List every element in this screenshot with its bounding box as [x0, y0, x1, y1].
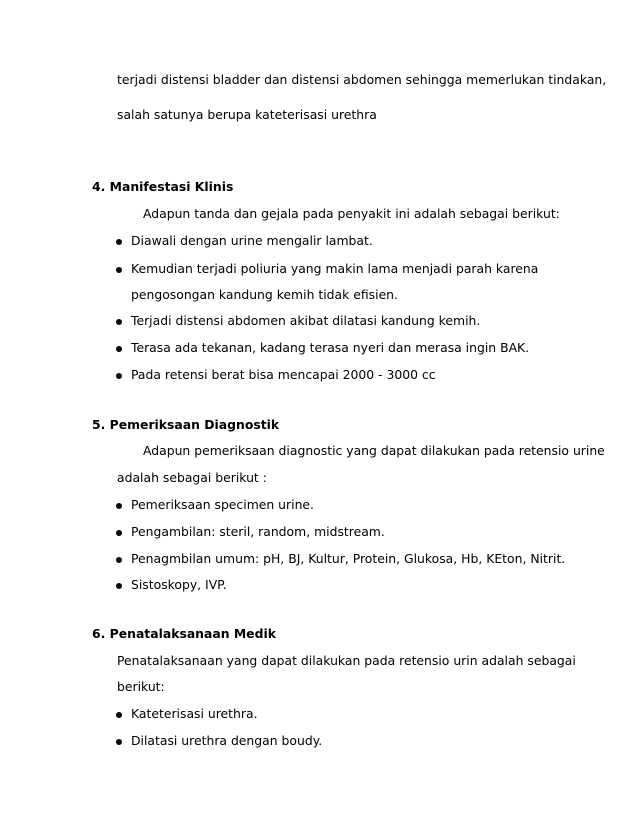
section-5-intro-1: Adapun pemeriksaan diagnostic yang dapat dilakukan pada retensio urine — [143, 443, 605, 458]
section-4-bullet-4: Terasa ada tekanan, kadang terasa nyeri dan merasa ingin BAK. — [131, 340, 530, 355]
section-4-bullet-2-cont: pengosongan kandung kemih tidak efisien. — [131, 287, 398, 302]
section-4-bullet-5: Pada retensi berat bisa mencapai 2000 - 3000 cc — [131, 367, 436, 382]
section-4-heading: 4. Manifestasi Klinis — [92, 179, 234, 194]
bullet-dot — [116, 530, 122, 536]
bullet-dot — [116, 267, 122, 273]
bullet-dot — [116, 239, 122, 245]
section-4-bullet-3: Terjadi distensi abdomen akibat dilatasi kandung kemih. — [131, 313, 481, 328]
section-5-bullet-4: Sistoskopy, IVP. — [131, 577, 227, 592]
section-6-intro-2: berikut: — [117, 679, 165, 694]
section-6-bullet-2: Dilatasi urethra dengan boudy. — [131, 733, 323, 748]
bullet-dot — [116, 712, 122, 718]
bullet-dot — [116, 557, 122, 563]
bullet-dot — [116, 739, 122, 745]
section-5-heading: 5. Pemeriksaan Diagnostik — [92, 417, 280, 432]
section-6-heading: 6. Penatalaksanaan Medik — [92, 626, 276, 641]
bullet-dot — [116, 583, 122, 589]
section-4-bullet-1: Diawali dengan urine mengalir lambat. — [131, 233, 373, 248]
section-5-bullet-3: Penagmbilan umum: pH, BJ, Kultur, Protein, Glukosa, Hb, KEton, Nitrit. — [131, 551, 566, 566]
section-6-bullet-1: Kateterisasi urethra. — [131, 706, 258, 721]
section-5-intro-2: adalah sebagai berikut : — [117, 470, 267, 485]
bullet-dot — [116, 503, 122, 509]
bullet-dot — [116, 319, 122, 325]
section-4-bullet-2: Kemudian terjadi poliuria yang makin lama menjadi parah karena — [131, 261, 539, 276]
section-6-intro-1: Penatalaksanaan yang dapat dilakukan pada retensio urin adalah sebagai — [117, 653, 576, 668]
section-5-bullet-1: Pemeriksaan specimen urine. — [131, 497, 314, 512]
bullet-dot — [116, 346, 122, 352]
section-5-bullet-2: Pengambilan: steril, random, midstream. — [131, 524, 385, 539]
intro-line-2: salah satunya berupa kateterisasi urethra — [117, 107, 377, 122]
section-4-intro: Adapun tanda dan gejala pada penyakit ini adalah sebagai berikut: — [143, 206, 560, 221]
intro-line-1: terjadi distensi bladder dan distensi abdomen sehingga memerlukan tindakan, — [117, 72, 607, 87]
bullet-dot — [116, 373, 122, 379]
